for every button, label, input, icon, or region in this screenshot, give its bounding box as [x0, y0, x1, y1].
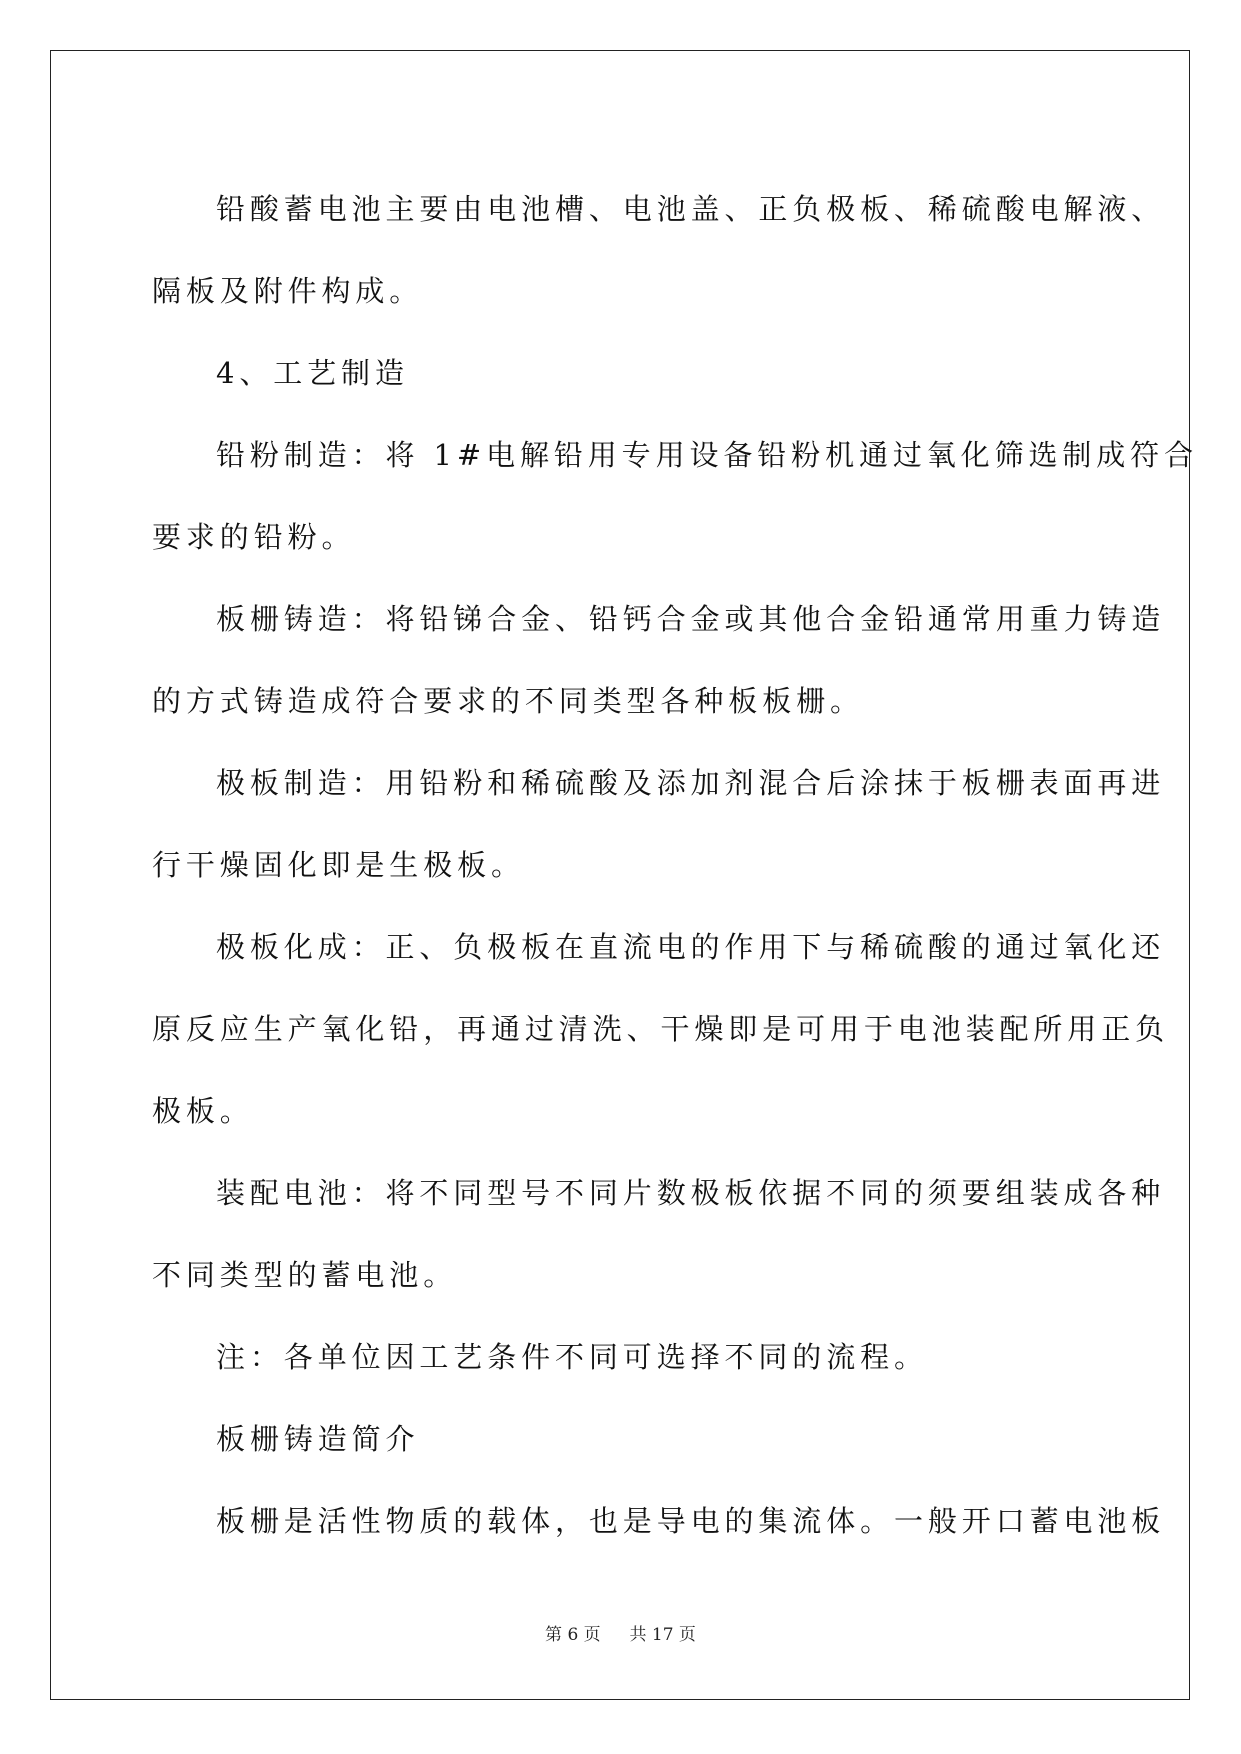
- page-number: 第 6 页: [545, 1625, 601, 1645]
- paragraph-line: 极板制造：用铅粉和稀硫酸及添加剂混合后涂抹于板栅表面再进: [216, 766, 1166, 800]
- paragraph-line: 原反应生产氧化铅，再通过清洗、干燥即是可用于电池装配所用正负: [152, 1012, 1170, 1046]
- paragraph-line: 板栅是活性物质的载体，也是导电的集流体。一般开口蓄电池板: [216, 1504, 1166, 1538]
- paragraph-line: 装配电池：将不同型号不同片数极板依据不同的须要组装成各种: [216, 1176, 1166, 1210]
- subsection-heading: 板栅铸造简介: [216, 1422, 420, 1456]
- section-heading: 4、工艺制造: [216, 356, 409, 390]
- paragraph-line: 极板化成：正、负极板在直流电的作用下与稀硫酸的通过氧化还: [216, 930, 1166, 964]
- paragraph-line: 隔板及附件构成。: [152, 274, 424, 308]
- page-total: 共 17 页: [629, 1625, 696, 1645]
- document-body: [152, 168, 1198, 1562]
- paragraph-line: 的方式铸造成符合要求的不同类型各种板板栅。: [152, 684, 864, 718]
- paragraph-line: 板栅铸造：将铅锑合金、铅钙合金或其他合金铅通常用重力铸造: [216, 602, 1166, 636]
- paragraph-line: 要求的铅粉。: [152, 520, 356, 554]
- paragraph-line: 行干燥固化即是生极板。: [152, 848, 525, 882]
- page-footer: [0, 1620, 1241, 1645]
- paragraph-line: 铅粉制造：将 1#电解铅用专用设备铅粉机通过氧化筛选制成符合: [216, 438, 1198, 472]
- paragraph-line: 铅酸蓄电池主要由电池槽、电池盖、正负极板、稀硫酸电解液、: [216, 192, 1166, 226]
- paragraph-line: 不同类型的蓄电池。: [152, 1258, 458, 1292]
- note-line: 注：各单位因工艺条件不同可选择不同的流程。: [216, 1340, 928, 1374]
- paragraph-line: 极板。: [152, 1094, 254, 1128]
